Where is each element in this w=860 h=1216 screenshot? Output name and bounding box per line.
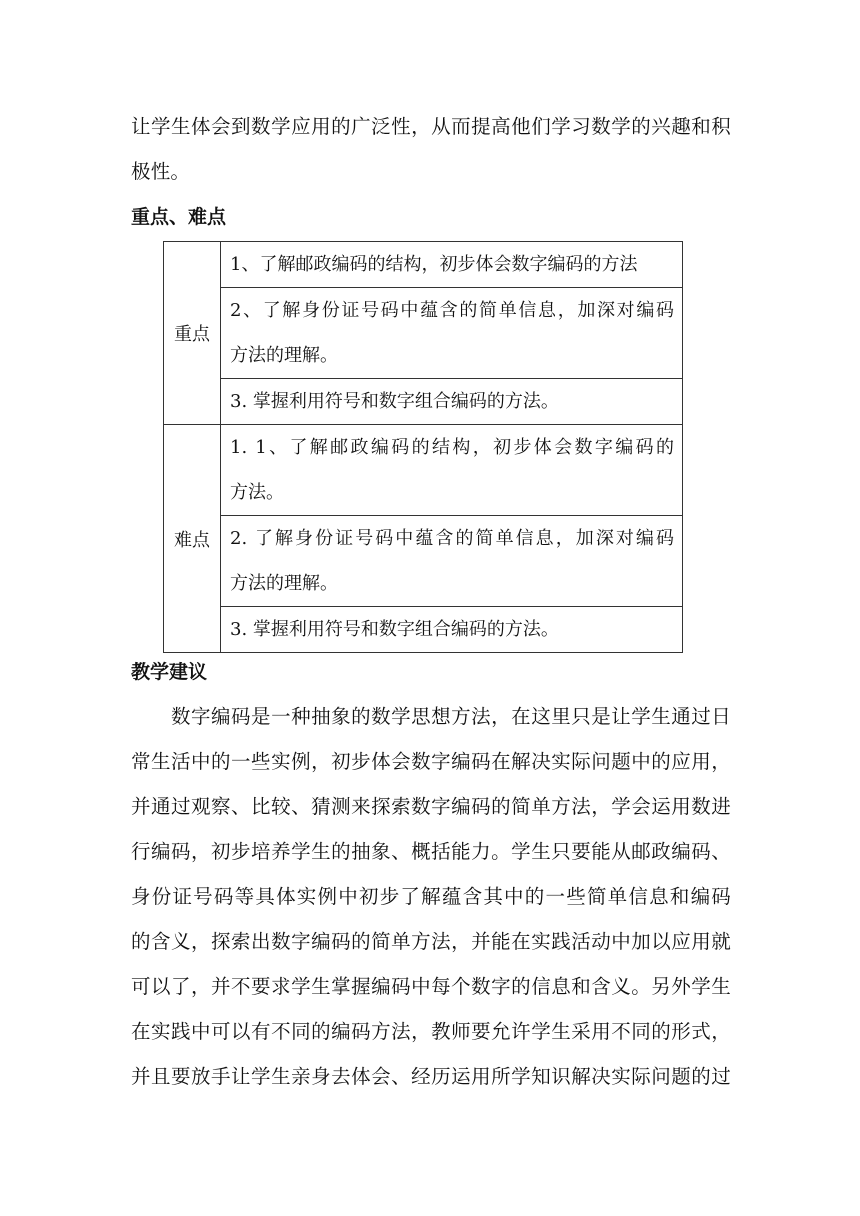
- cell-line: 2. 了解身份证号码中蕴含的简单信息，加深对编码: [230, 528, 674, 549]
- table-row: [164, 288, 683, 379]
- row-label-key-points: 重点: [164, 242, 221, 425]
- paragraph-line: 数字编码是一种抽象的数学思想方法，在这里只是让学生通过日: [131, 705, 731, 728]
- cell-line: 3. 掌握利用符号和数字组合编码的方法。: [230, 619, 559, 640]
- table-cell: [221, 516, 683, 607]
- cell-line: 1. 1、了解邮政编码的结构，初步体会数字编码的: [230, 437, 674, 458]
- paragraph-line: 可以了，并不要求学生掌握编码中每个数字的信息和含义。另外学生: [131, 975, 731, 998]
- intro-line: 极性。: [131, 160, 191, 183]
- paragraph-line: 身份证号码等具体实例中初步了解蕴含其中的一些简单信息和编码: [131, 885, 731, 908]
- cell-line: 方法的理解。: [230, 345, 338, 366]
- table-cell: [221, 242, 683, 288]
- paragraph-line: 常生活中的一些实例，初步体会数字编码在解决实际问题中的应用，: [131, 750, 731, 773]
- table-row: [164, 379, 683, 425]
- table-row: [164, 242, 683, 288]
- table-row: [164, 425, 683, 516]
- table-row: [164, 516, 683, 607]
- paragraph-line: 在实践中可以有不同的编码方法，教师要允许学生采用不同的形式，: [131, 1020, 731, 1043]
- intro-line: 让学生体会到数学应用的广泛性，从而提高他们学习数学的兴趣和积: [131, 115, 731, 138]
- cell-line: 方法。: [230, 482, 284, 503]
- cell-line: 2、了解身份证号码中蕴含的简单信息，加深对编码: [230, 300, 674, 321]
- table-cell: [221, 288, 683, 379]
- paragraph-line: 行编码，初步培养学生的抽象、概括能力。学生只要能从邮政编码、: [131, 840, 731, 863]
- row-label-difficulties: 难点: [164, 425, 221, 653]
- section-heading-teaching-suggestions: 教学建议: [131, 661, 208, 683]
- section-heading-key-points: 重点、难点: [131, 206, 227, 228]
- table-cell: [221, 379, 683, 425]
- paragraph-line: 并通过观察、比较、猜测来探索数字编码的简单方法，学会运用数进: [131, 795, 731, 818]
- cell-line: 3. 掌握利用符号和数字组合编码的方法。: [230, 391, 559, 412]
- cell-line: 1、了解邮政编码的结构，初步体会数字编码的方法: [230, 254, 638, 275]
- paragraph-line: 的含义，探索出数字编码的简单方法，并能在实践活动中加以应用就: [131, 930, 731, 953]
- table-cell: [221, 607, 683, 653]
- table-cell: [221, 425, 683, 516]
- key-points-table: [163, 241, 683, 653]
- table-row: [164, 607, 683, 653]
- paragraph-line: 并且要放手让学生亲身去体会、经历运用所学知识解决实际问题的过: [131, 1065, 731, 1088]
- cell-line: 方法的理解。: [230, 573, 338, 594]
